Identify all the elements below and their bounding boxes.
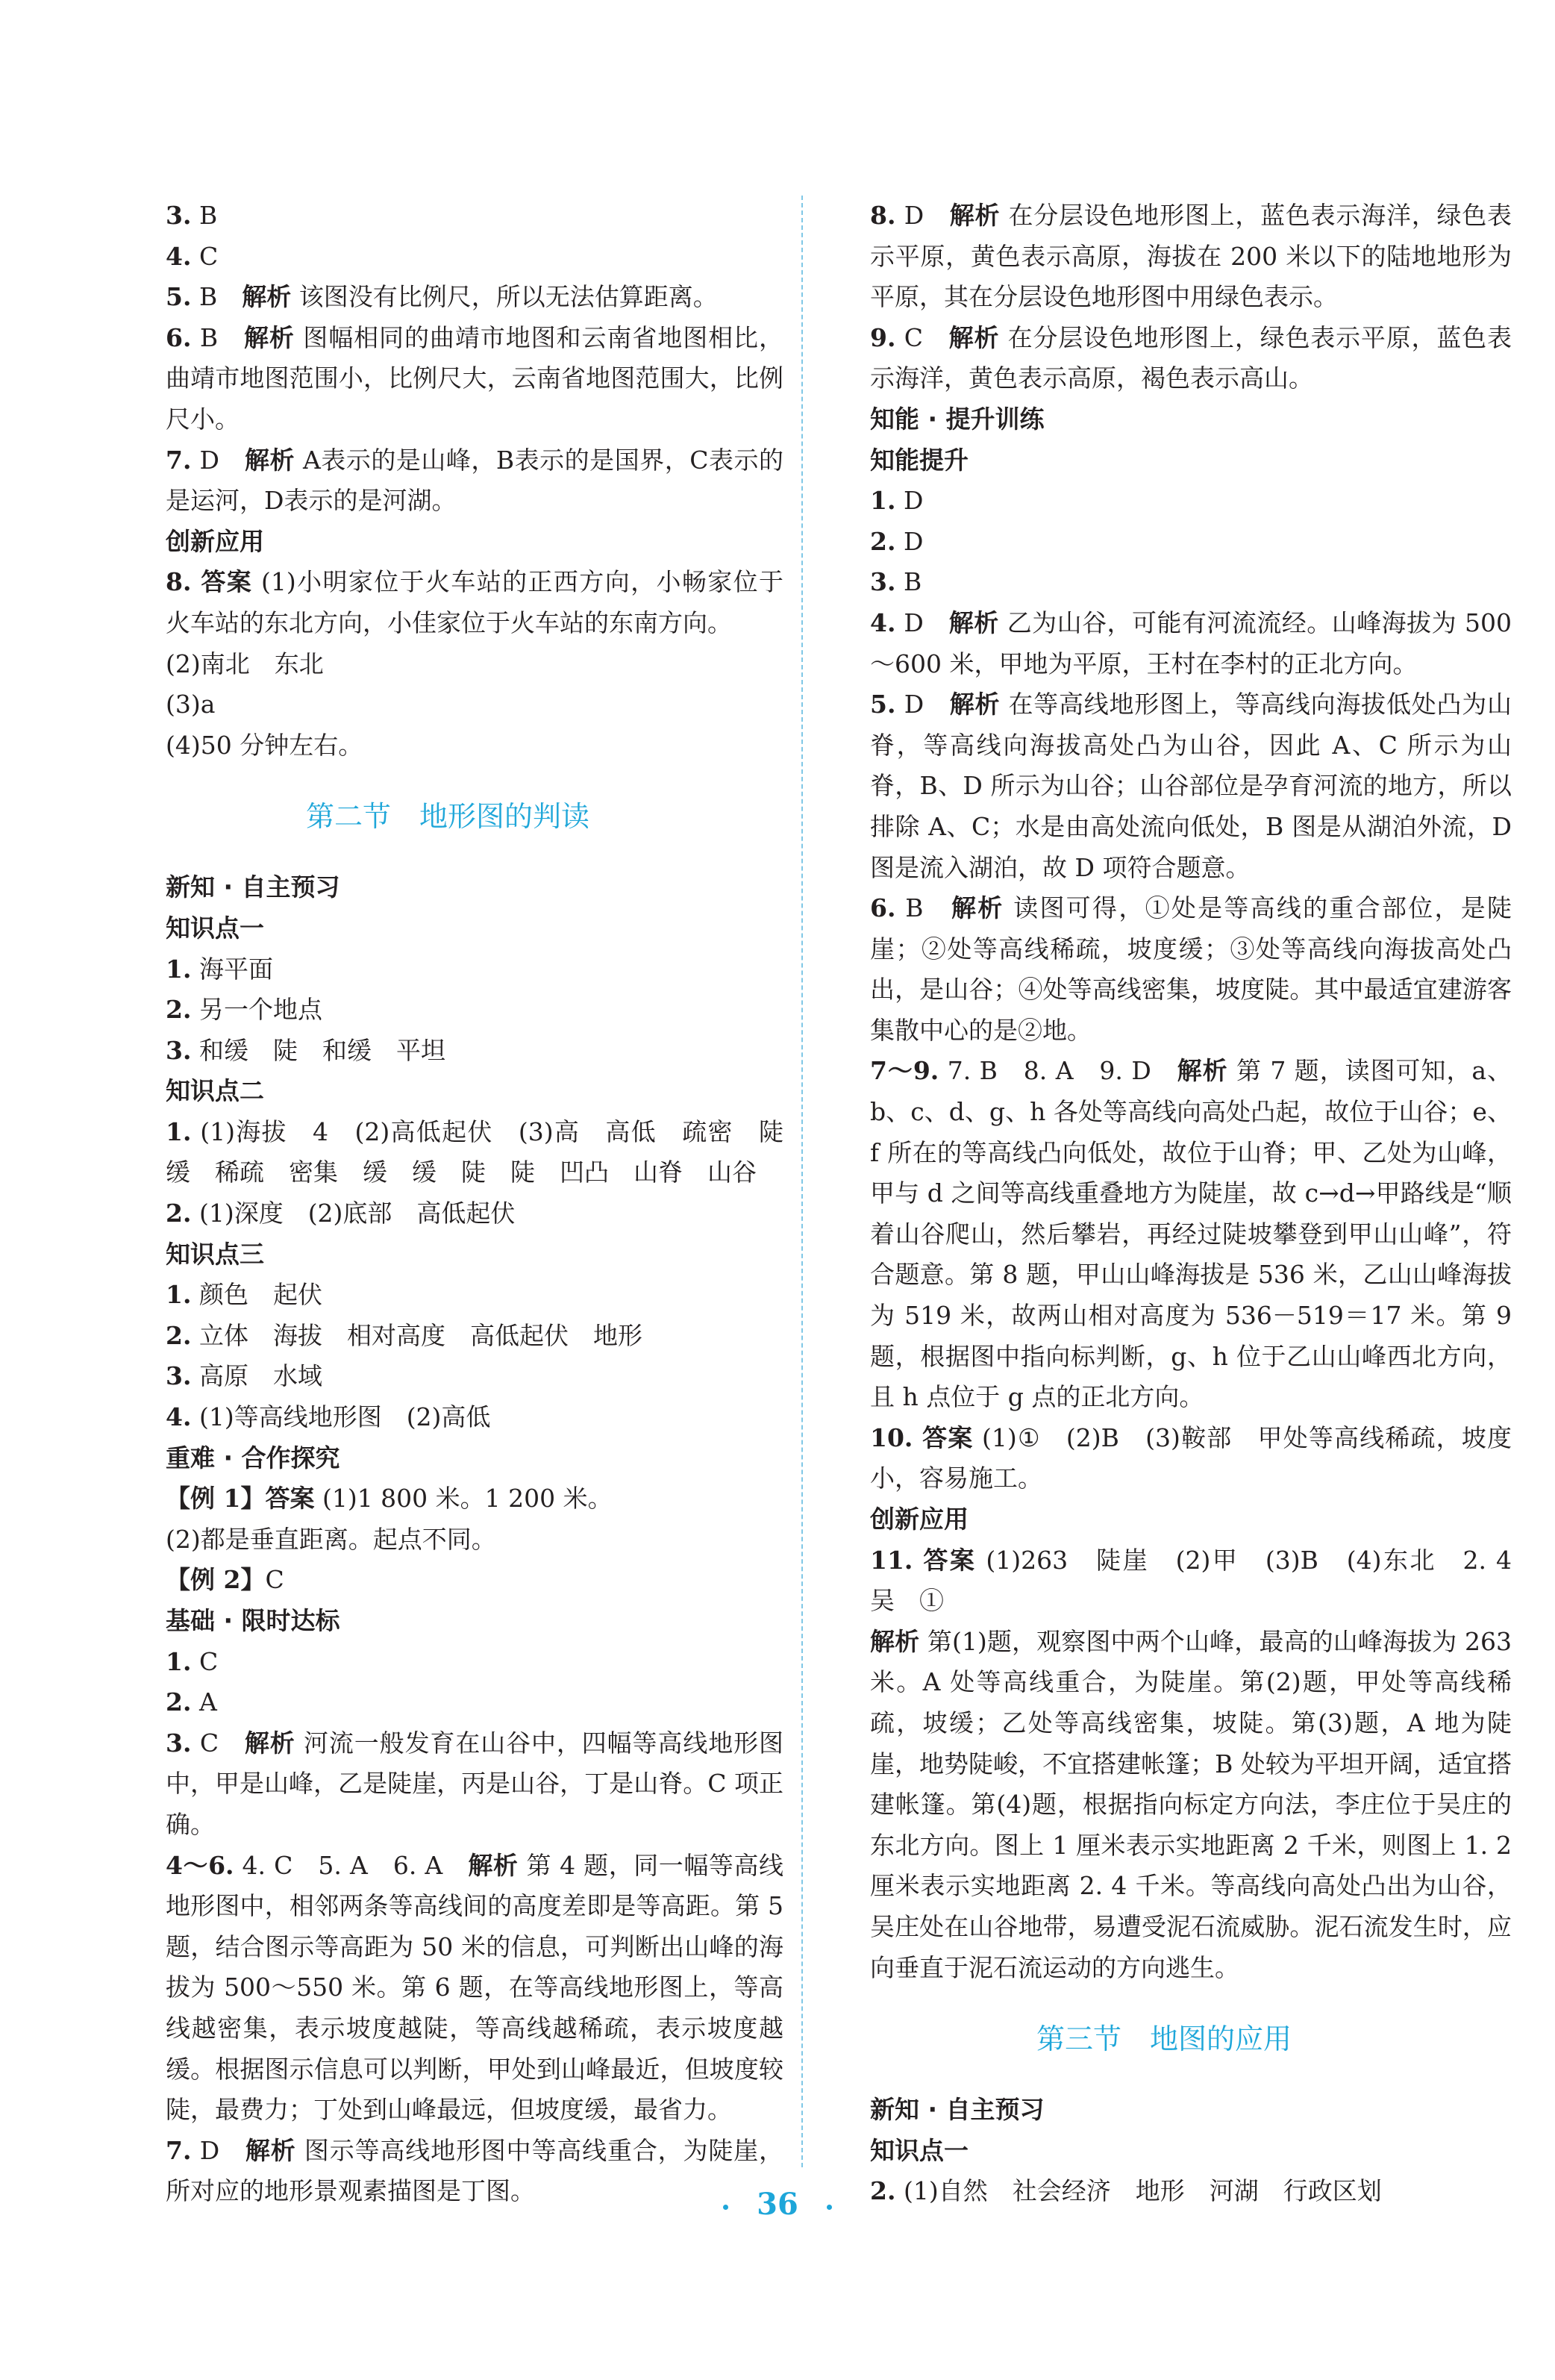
answer-text: C bbox=[265, 1565, 284, 1595]
item-number: 7～9. bbox=[870, 1056, 939, 1086]
answer-text: (1)自然 社会经济 地形 河湖 行政区划 bbox=[895, 2176, 1382, 2206]
item-number: 7. bbox=[166, 445, 192, 475]
answer-text: (1)海拔 4 (2)高低起伏 (3)高 高低 疏密 陡缓 稀疏 密集 缓 缓 陡 陡 凹凸 山脊 山谷 bbox=[166, 1116, 783, 1187]
explanation-text: 在等高线地形图上，等高线向海拔低处凸为山脊，等高线向海拔高处凸为山谷，因此 A、C 所示为山脊，B、D 所示为山谷；山谷部位是孕育河流的地方，所以排除 A、C；水是由高处流向低处，B 图是从湖泊外流，D 图是流入湖泊，故 D 项符合题意。 bbox=[870, 690, 1512, 882]
subheading: 重难 · 合作探究 bbox=[166, 1443, 340, 1472]
item-number: 4. bbox=[870, 608, 896, 637]
answer-line bbox=[816, 1622, 1512, 1988]
subheading: 新知 · 自主预习 bbox=[870, 2095, 1045, 2125]
answer-keyword: 解析 bbox=[1177, 1056, 1228, 1086]
answer-text: D bbox=[895, 690, 950, 719]
section-title: 第三节 地图的应用 bbox=[1036, 2023, 1292, 2056]
explanation-text: 第 4 题，同一幅等高线地形图中，相邻两条等高线间的高度差即是等高距。第 5 题，结合图示等高距为 50 米的信息，可判断出山峰的海拔为 500～550 米。第 6 题，在等高线地形图上，等高线越密集，表示坡度越陡，等高线越稀疏，表示坡度越缓。根据图示信息可以判断，甲处到山峰最近，但坡度较陡，最费力；丁处到山峰最远，但坡度缓，最省力。 bbox=[166, 1850, 783, 2125]
answer-text: (2)南北 东北 bbox=[166, 649, 324, 678]
item-number: 1. bbox=[166, 1280, 192, 1310]
explanation-text: 在分层设色地形图上，绿色表示平原，蓝色表示海洋，黄色表示高原，褐色表示高山。 bbox=[870, 322, 1512, 393]
answer-text: (1)深度 (2)底部 高低起伏 bbox=[191, 1199, 516, 1228]
item-number: 2. bbox=[870, 2176, 896, 2206]
answer-text: B bbox=[895, 893, 951, 923]
answer-text: D bbox=[191, 2135, 245, 2165]
answer-text: C bbox=[191, 1646, 243, 1676]
answer-keyword: 解析 bbox=[243, 322, 295, 352]
answer-line bbox=[112, 684, 783, 725]
answer-text: (3)a bbox=[166, 690, 216, 719]
subheading: 知识点一 bbox=[870, 2135, 969, 2165]
item-number: 2. bbox=[166, 995, 192, 1025]
answer-line bbox=[816, 522, 1512, 563]
item-number: 3. bbox=[166, 201, 192, 230]
explanation-text: 第(1)题，观察图中两个山峰，最高的山峰海拔为 263 米。A 处等高线重合，为陡崖。第(2)题，甲处等高线稀疏，坡缓；乙处等高线密集，坡陡。第(3)题，A 地为陡崖，地势陡峻，不宜搭建帐篷；B 处较为平坦开阔，适宜搭建帐篷。第(4)题，根据指向标定方向法，李庄位于吴庄的东北方向。图上 1 厘米表示实地距离 2 千米，则图上 1. 2 厘米表示实地距离 2. 4 千米。等高线向高处凸出为山谷，吴庄处在山谷地带，易遭受泥石流威胁。泥石流发生时，应向垂直于泥石流运动的方向逃生。 bbox=[870, 1626, 1512, 1982]
bullet-dot-icon bbox=[723, 2205, 728, 2210]
subheading: 新知 · 自主预习 bbox=[166, 872, 340, 902]
answer-text: C bbox=[191, 1728, 245, 1758]
subheading: 知识点二 bbox=[166, 1076, 264, 1106]
answer-line bbox=[112, 1478, 783, 1519]
answer-line bbox=[112, 562, 783, 643]
answer-line bbox=[112, 1031, 783, 1072]
answer-text: (2)都是垂直距离。起点不同。 bbox=[166, 1524, 496, 1554]
answer-keyword: 解析 bbox=[949, 690, 1001, 719]
answer-line bbox=[816, 562, 1512, 603]
answer-line bbox=[816, 318, 1512, 399]
answer-text: D bbox=[895, 608, 949, 637]
answer-text: 另一个地点 bbox=[191, 995, 322, 1025]
item-number: 8. bbox=[166, 567, 192, 597]
answer-line bbox=[816, 1051, 1512, 1417]
answer-keyword: 解析 bbox=[244, 445, 295, 475]
answer-keyword: 答案 bbox=[265, 1484, 315, 1514]
answer-text: A bbox=[191, 1687, 217, 1717]
explanation-text: 第 7 题，读图可知，a、b、c、d、g、h 各处等高线向高处凸起，故位于山谷；e、f 所在的等高线凸向低处，故位于山脊；甲、乙处为山峰，甲与 d 之间等高线重叠地方为陡崖，故 c→d→甲路线是“顺着山谷爬山，然后攀岩，再经过陡坡攀登到甲山山峰”，符合题意。第 8 题，甲山山峰海拔是 536 米，乙山山峰海拔为 519 米，故两山相对高度为 536－519＝17 米。第 9 题，根据图中指向标判断，g、h 位于乙山山峰西北方向，且 h 点位于 g 点的正北方向。 bbox=[870, 1056, 1512, 1412]
answer-line bbox=[112, 1682, 783, 1723]
answer-keyword: 解析 bbox=[245, 2135, 296, 2165]
item-number: 5. bbox=[166, 282, 192, 312]
answer-line bbox=[112, 1275, 783, 1316]
answer-text: 颜色 起伏 bbox=[191, 1280, 322, 1310]
section-title: 第二节 地形图的判读 bbox=[305, 800, 589, 834]
answer-line bbox=[816, 196, 1512, 318]
answer-line bbox=[112, 277, 783, 318]
item-number: 4. bbox=[166, 241, 192, 271]
answer-text: (1)等高线地形图 (2)高低 bbox=[191, 1402, 491, 1432]
item-number: 6. bbox=[166, 322, 192, 352]
bullet-dot-icon bbox=[827, 2205, 832, 2210]
answer-text: D bbox=[895, 486, 948, 516]
item-number: 10. bbox=[870, 1422, 913, 1452]
answer-keyword: 解析 bbox=[242, 282, 292, 312]
answer-line bbox=[816, 888, 1512, 1051]
answer-text: 高原 水域 bbox=[191, 1361, 322, 1391]
item-number: 1. bbox=[166, 954, 192, 984]
item-number: 1. bbox=[870, 486, 896, 516]
subheading: 知能提升 bbox=[870, 445, 969, 475]
answer-text: B bbox=[191, 282, 243, 312]
answer-text: 7. B 8. A 9. D bbox=[939, 1056, 1177, 1086]
subheading: 知能 · 提升训练 bbox=[870, 404, 1045, 434]
answer-keyword: 答案 bbox=[913, 1422, 974, 1452]
right-column bbox=[816, 196, 1536, 2212]
subheading: 基础 · 限时达标 bbox=[166, 1606, 340, 1635]
answer-text: 和缓 陡 和缓 平坦 bbox=[191, 1035, 445, 1065]
answer-line bbox=[112, 1397, 783, 1438]
answer-line bbox=[112, 1356, 783, 1397]
answer-line bbox=[112, 949, 783, 990]
item-number: 3. bbox=[166, 1035, 192, 1065]
answer-keyword: 解析 bbox=[948, 322, 1000, 352]
item-number: 2. bbox=[870, 526, 896, 556]
item-number: 9. bbox=[870, 322, 896, 352]
column-divider bbox=[801, 196, 803, 2167]
answer-line bbox=[112, 644, 783, 685]
item-number: 3. bbox=[166, 1361, 192, 1391]
answer-text: B bbox=[191, 322, 244, 352]
answer-text: (4)50 分钟左右。 bbox=[166, 730, 363, 760]
answer-line bbox=[112, 1846, 783, 2131]
answer-line bbox=[112, 990, 783, 1031]
answer-line bbox=[816, 684, 1512, 888]
answer-keyword: 解析 bbox=[948, 608, 999, 637]
explanation-text: 乙为山谷，可能有河流流经。山峰海拔为 500～600 米，甲地为平原，王村在李村的正北方向。 bbox=[870, 608, 1512, 678]
item-number: 2. bbox=[166, 1320, 192, 1350]
item-number: 4. bbox=[166, 1402, 192, 1432]
answer-text: 4. C 5. A 6. A bbox=[234, 1850, 469, 1880]
answer-keyword: 解析 bbox=[949, 201, 1001, 230]
answer-line bbox=[112, 725, 783, 766]
answer-line bbox=[112, 1560, 783, 1601]
item-number: 2. bbox=[166, 1199, 192, 1228]
item-number: 5. bbox=[870, 690, 896, 719]
explanation-text: 该图没有比例尺，所以无法估算距离。 bbox=[291, 282, 718, 312]
item-number: 3. bbox=[166, 1728, 192, 1758]
answer-text: B bbox=[191, 201, 243, 230]
answer-text: 立体 海拔 相对高度 高低起伏 地形 bbox=[191, 1320, 642, 1350]
explanation-text: 读图可得，①处是等高线的重合部位，是陡崖；②处等高线稀疏，坡度缓；③处等高线向海拔高处凸出，是山谷；④处等高线密集，坡度陡。其中最适宜建游客集散中心的是②地。 bbox=[870, 893, 1512, 1045]
answer-line bbox=[112, 1112, 783, 1193]
answer-keyword: 解析 bbox=[951, 893, 1004, 923]
left-column bbox=[112, 196, 783, 2212]
answer-line bbox=[112, 318, 783, 440]
item-number: 1. bbox=[166, 1646, 192, 1676]
explanation-text: 在分层设色地形图上，蓝色表示海洋，绿色表示平原，黄色表示高原，海拔在 200 米以下的陆地地形为平原，其在分层设色地形图中用绿色表示。 bbox=[870, 201, 1512, 312]
answer-keyword: 答案 bbox=[913, 1545, 977, 1575]
explanation-text: A表示的是山峰，B表示的是国界，C表示的是运河，D表示的是河湖。 bbox=[166, 445, 784, 516]
answer-line bbox=[112, 1193, 783, 1234]
subheading: 创新应用 bbox=[166, 526, 264, 556]
answer-line bbox=[112, 1316, 783, 1357]
answer-line bbox=[112, 1723, 783, 1846]
page-number: 36 bbox=[757, 2187, 798, 2222]
answer-line bbox=[112, 440, 783, 522]
explanation-text: (1)263 陡崖 (2)甲 (3)B (4)东北 2. 4 吴 ① bbox=[870, 1545, 1536, 1616]
answer-text: B bbox=[895, 567, 922, 597]
item-number: 4～6. bbox=[166, 1850, 234, 1880]
item-number: 8. bbox=[870, 201, 896, 230]
answer-line bbox=[112, 196, 783, 237]
answer-line bbox=[816, 481, 1512, 522]
explanation-text: 图幅相同的曲靖市地图和云南省地图相比，曲靖市地图范围小，比例尺大，云南省地图范围大，比例尺小。 bbox=[166, 322, 783, 434]
answer-line bbox=[816, 1418, 1512, 1499]
item-number: 2. bbox=[166, 1687, 192, 1717]
explanation-text: (1)① (2)B (3)鞍部 甲处等高线稀疏，坡度小，容易施工。 bbox=[870, 1422, 1512, 1493]
answer-line bbox=[112, 237, 783, 278]
item-number: 【例 1】 bbox=[166, 1484, 266, 1514]
explanation-text: 河流一般发育在山谷中，四幅等高线地形图中，甲是山峰，乙是陡崖，丙是山谷，丁是山脊。C 项正确。 bbox=[166, 1728, 783, 1839]
explanation-text: (1)小明家位于火车站的正西方向，小畅家位于火车站的东北方向，小佳家位于火车站的东南方向。 bbox=[166, 567, 783, 637]
answer-text: C bbox=[191, 241, 219, 271]
answer-line bbox=[816, 1540, 1536, 1622]
item-number: 6. bbox=[870, 893, 896, 923]
answer-line bbox=[112, 1642, 783, 1683]
subheading: 创新应用 bbox=[870, 1505, 969, 1534]
subheading: 知识点一 bbox=[166, 913, 264, 943]
item-number: 7. bbox=[166, 2135, 192, 2165]
page-footer bbox=[0, 2187, 1555, 2222]
item-number: 3. bbox=[870, 567, 896, 597]
answer-text: 海平面 bbox=[191, 954, 273, 984]
subheading: 知识点三 bbox=[166, 1239, 264, 1269]
answer-text: D bbox=[191, 445, 245, 475]
explanation-text: 图示等高线地形图中等高线重合，为陡崖，所对应的地形景观素描图是丁图。 bbox=[166, 2135, 784, 2206]
item-number: 11. bbox=[870, 1545, 913, 1575]
explanation-text: (1)1 800 米。1 200 米。 bbox=[314, 1484, 613, 1514]
answer-keyword: 答案 bbox=[191, 567, 253, 597]
item-number: 【例 2】 bbox=[166, 1565, 266, 1595]
answer-keyword: 解析 bbox=[244, 1728, 295, 1758]
answer-text: C bbox=[895, 322, 949, 352]
answer-keyword: 解析 bbox=[468, 1850, 519, 1880]
answer-keyword: 解析 bbox=[870, 1626, 920, 1656]
item-number: 1. bbox=[166, 1116, 192, 1146]
answer-text: D bbox=[895, 201, 950, 230]
answer-text: D bbox=[895, 526, 948, 556]
answer-line bbox=[112, 1519, 783, 1561]
answer-line bbox=[816, 603, 1512, 684]
